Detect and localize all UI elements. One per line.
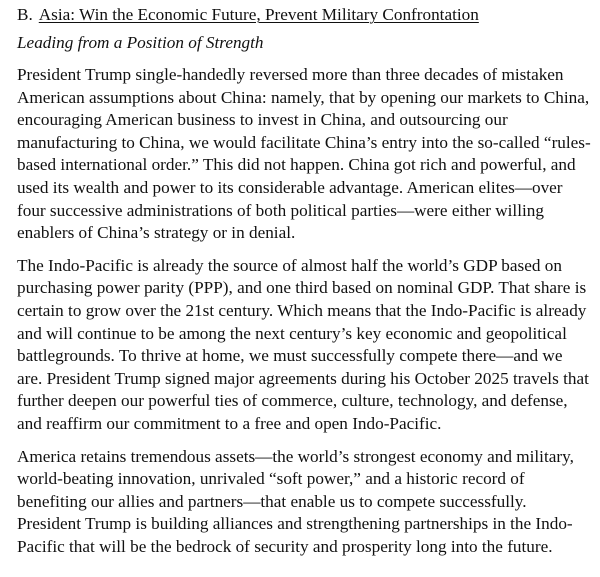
- paragraph-line: certain to grow over the 21st century. Which means that the Indo-Pacific is already: [17, 300, 587, 320]
- subsection-heading: Leading from a Position of Strength: [17, 33, 264, 52]
- paragraph-line: benefiting our allies and partners—that enable us to compete successfully.: [17, 491, 527, 511]
- paragraph-line: battlegrounds. To thrive at home, we must successfully compete there—and we: [17, 346, 563, 366]
- section-heading: [17, 4, 586, 26]
- paragraph-line: President Trump is building alliances and strengthening partnerships in the Indo-: [17, 514, 573, 534]
- paragraph-line: enablers of China’s strategy or in denial.: [17, 223, 296, 243]
- section-letter: B.: [17, 5, 33, 24]
- paragraph-line: based international order.” This did not happen. China got rich and powerful, and: [17, 155, 576, 175]
- paragraph-line: manufacturing to China, we would facilitate China’s entry into the so-called “rules-: [17, 132, 591, 152]
- paragraph-line: further deepen our powerful ties of commerce, culture, technology, and defense,: [17, 391, 568, 411]
- paragraph-line: and reaffirm our commitment to a free and open Indo-Pacific.: [17, 413, 442, 433]
- paragraph-line: world-beating innovation, unrivaled “soft power,” and a historic record of: [17, 469, 525, 489]
- paragraph-line: The Indo-Pacific is already the source of almost half the world’s GDP based on: [17, 255, 562, 275]
- paragraph-1: [17, 64, 591, 245]
- paragraph-line: four successive administrations of both political parties—were either willing: [17, 200, 544, 220]
- paragraph-line: purchasing power parity (PPP), and one third based on nominal GDP. That share is: [17, 278, 587, 298]
- paragraph-2: [17, 255, 589, 436]
- paragraph-line: encouraging American business to invest in China, and outsourcing our: [17, 110, 508, 130]
- paragraph-line: Pacific that will be the bedrock of security and prosperity long into the future.: [17, 536, 553, 556]
- section-title: Asia: Win the Economic Future, Prevent Military Confrontation: [38, 5, 479, 24]
- paragraph-line: are. President Trump signed major agreements during his October 2025 travels that: [17, 368, 589, 388]
- paragraph-3: [17, 446, 586, 559]
- paragraph-line: used its wealth and power to its considerable advantage. American elites—over: [17, 177, 563, 197]
- paragraph-line: and will continue to be among the next century’s key economic and geopolitical: [17, 323, 567, 343]
- paragraph-line: President Trump single-handedly reversed more than three decades of mistaken: [17, 65, 564, 84]
- paragraph-line: America retains tremendous assets—the world’s strongest economy and military,: [17, 446, 574, 466]
- paragraph-line: American assumptions about China: namely, that by opening our markets to China,: [17, 87, 590, 107]
